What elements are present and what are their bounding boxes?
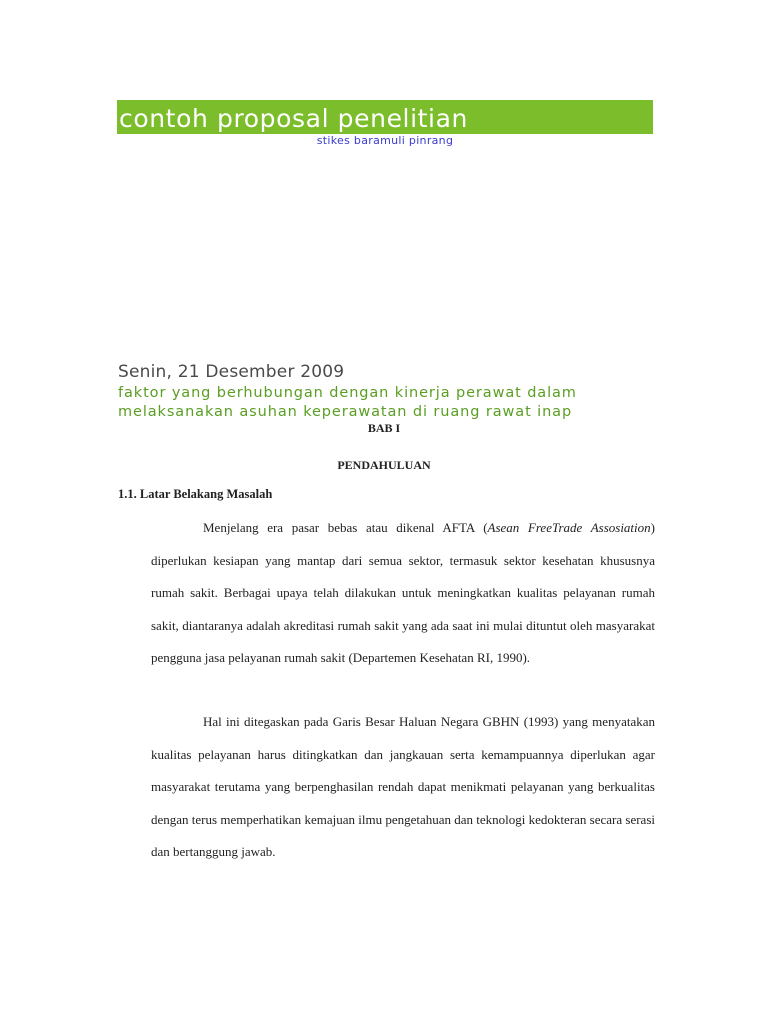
post-date: Senin, 21 Desember 2009 [118, 362, 345, 382]
paragraph-1-italic-term: Asean FreeTrade Assosiation [487, 520, 651, 535]
chapter-title: PENDAHULUAN [337, 458, 431, 472]
blog-subtitle: stikes baramuli pinrang [316, 134, 454, 147]
paragraph-1 [151, 512, 655, 675]
chapter-number: BAB I [367, 421, 401, 435]
post-title[interactable]: faktor yang berhubungan dengan kinerja perawat dalam melaksanakan asuhan keperawatan di ruang rawat inap [118, 385, 577, 420]
paragraph-2: Hal ini ditegaskan pada Garis Besar Haluan Negara GBHN (1993) yang menyatakan kualitas pelayanan harus ditingkatkan dan jangkauan serta kemampuannya diperlukan agar masyarakat terutama yang berpenghasilan rendah dapat menikmati pelayanan yang berkualitas dengan terus memperhatikan kemajuan ilmu pengetahuan dan teknologi kedokteran secara serasi dan bertanggung jawab. [151, 714, 655, 859]
paragraph-1-text-end: ) diperlukan kesiapan yang mantap dari semua sektor, termasuk sektor kesehatan khususnya rumah sakit. Berbagai upaya telah dilakukan untuk meningkatkan kualitas pelayanan rumah sakit, diantaranya adalah akreditasi rumah sakit yang ada saat ini mulai dituntut oleh masyarakat pengguna jasa pelayanan rumah sakit (Departemen Kesehatan RI, 1990). [151, 520, 655, 665]
blog-title-bar [117, 100, 653, 134]
paragraph-1-text-start: Menjelang era pasar bebas atau dikenal AFTA ( [203, 520, 488, 535]
blog-title[interactable]: contoh proposal penelitian [119, 104, 468, 133]
section-heading: 1.1. Latar Belakang Masalah [118, 487, 273, 501]
